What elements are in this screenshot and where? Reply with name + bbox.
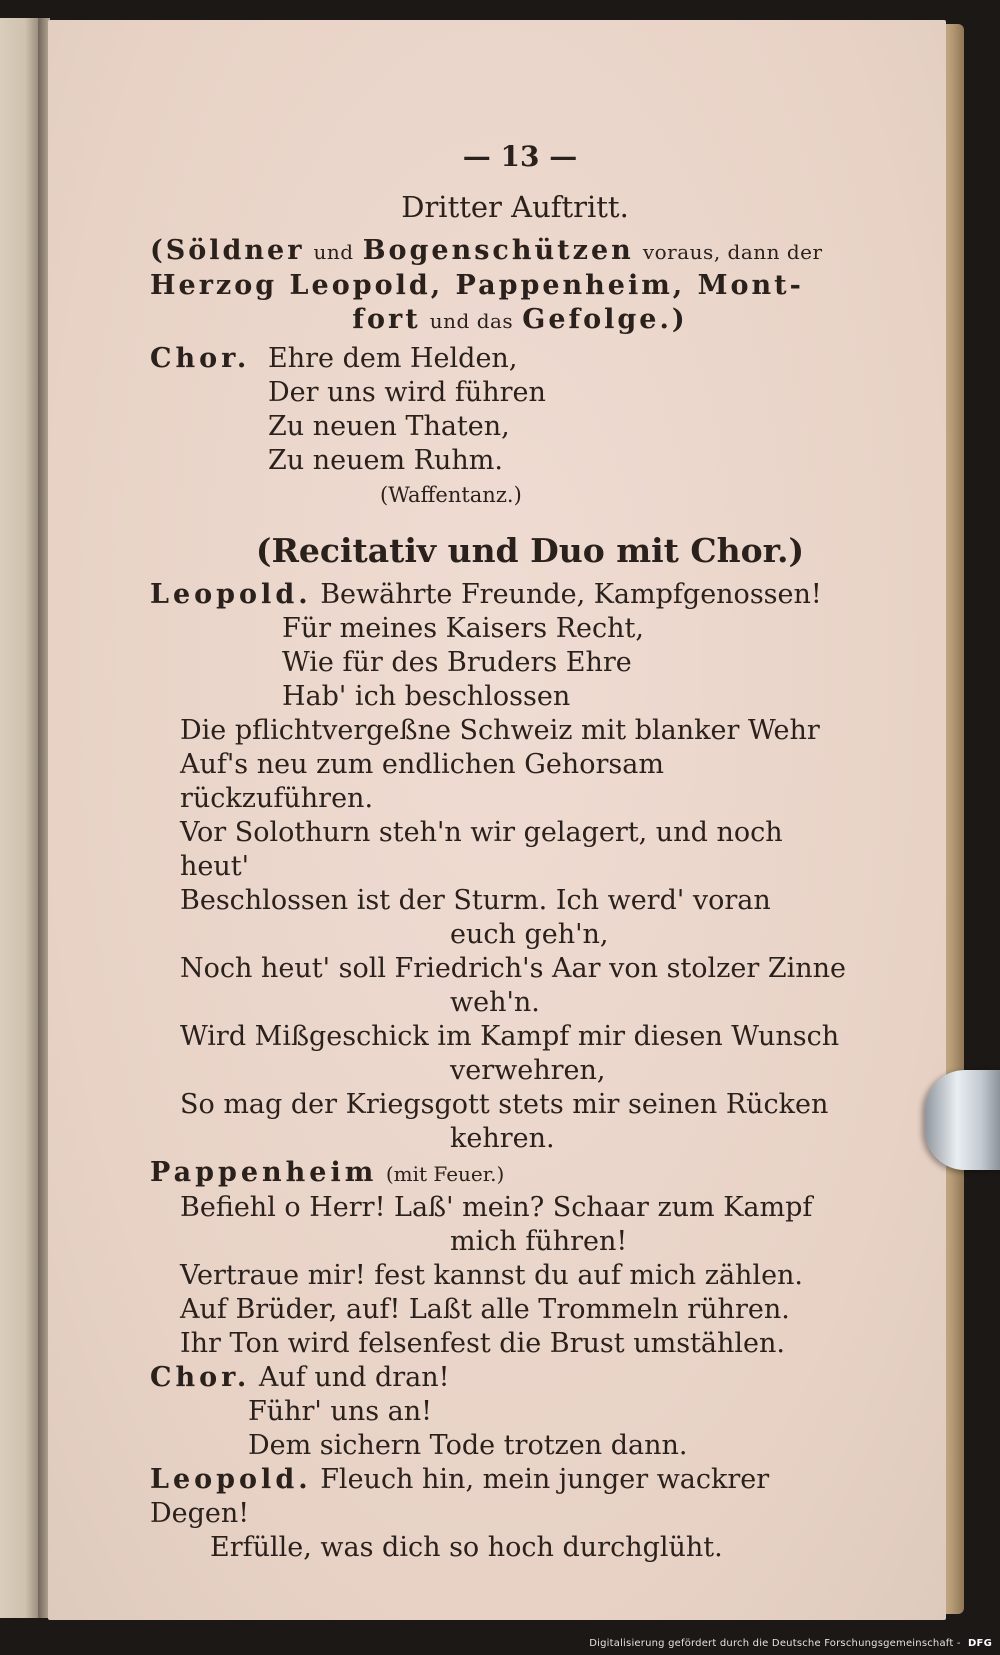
leopold-speech	[150, 1463, 850, 1565]
chor-speech	[150, 1361, 850, 1463]
verse-line: Noch heut' soll Friedrich's Aar von stolzer Zinne	[180, 953, 847, 984]
verse-line: Zu neuem Ruhm.	[268, 445, 503, 476]
verse-line: Fleuch hin, mein junger wackrer Degen!	[150, 1464, 770, 1529]
verse-line: Ehre dem Helden,	[268, 343, 518, 374]
verse-continuation: euch geh'n,	[450, 919, 609, 950]
verse-line: Vor Solothurn steh'n wir gelagert, und noch heut'	[180, 817, 783, 882]
stage-word: Gefolge.)	[522, 304, 688, 335]
stage-word: und das	[429, 309, 514, 333]
page-clip	[925, 1070, 1000, 1170]
stage-note: (Waffentanz.)	[380, 483, 522, 507]
page-text	[150, 140, 850, 1565]
stage-word: und	[313, 240, 354, 264]
verse-continuation: weh'n.	[450, 987, 540, 1018]
verse-continuation: kehren.	[450, 1123, 555, 1154]
stage-word: voraus, dann der	[642, 240, 823, 264]
left-page-edge	[0, 18, 42, 1618]
speaker-name: Chor.	[150, 1362, 251, 1393]
stage-line: Herzog Leopold, Pappenheim, Mont-	[150, 270, 804, 301]
verse-line: Beschlossen ist der Sturm. Ich werd' voran	[180, 885, 771, 916]
verse-continuation: verwehren,	[450, 1055, 606, 1086]
verse-line: Der uns wird führen	[268, 377, 546, 408]
pappenheim-speech	[150, 1156, 850, 1361]
leopold-speech	[150, 578, 850, 1156]
verse-line: Auf's neu zum endlichen Gehorsam rückzuführen.	[180, 749, 664, 814]
verse-line: Führ' uns an!	[248, 1396, 432, 1427]
dfg-logo: DFG	[968, 1638, 992, 1649]
credit-text: Digitalisierung gefördert durch die Deutsche Forschungsgemeinschaft -	[589, 1638, 961, 1649]
verse-line: Zu neuen Thaten,	[268, 411, 510, 442]
stage-word: Bogenschützen	[362, 235, 634, 266]
verse-line: Dem sichern Tode trotzen dann.	[248, 1430, 688, 1461]
verse-line: Hab' ich beschlossen	[282, 681, 571, 712]
verse-line: Bewährte Freunde, Kampfgenossen!	[320, 579, 822, 610]
verse-line: Vertraue mir! fest kannst du auf mich zählen.	[180, 1260, 804, 1291]
verse-line: Wird Mißgeschick im Kampf mir diesen Wunsch	[180, 1021, 840, 1052]
speaker-name: Leopold.	[150, 1464, 312, 1495]
verse-line: Die pflichtvergeßne Schweiz mit blanker Wehr	[180, 715, 820, 746]
section-title: (Recitativ und Duo mit Chor.)	[255, 531, 805, 570]
verse-continuation: mich führen!	[450, 1226, 628, 1257]
stage-word: fort	[352, 304, 421, 335]
stage-word: (Söldner	[150, 235, 305, 266]
chor-verse	[150, 342, 850, 478]
page-number: — 13 —	[462, 140, 578, 173]
stage-direction	[150, 234, 850, 338]
speaker-name: Chor.	[150, 343, 251, 374]
verse-line: Befiehl o Herr! Laß' mein? Schaar zum Kampf	[180, 1192, 813, 1223]
digitization-credit	[589, 1638, 992, 1649]
verse-line: Erfülle, was dich so hoch durchglüht.	[210, 1532, 723, 1563]
verse-line: Auf und dran!	[258, 1362, 450, 1393]
speaker-direction: (mit Feuer.)	[385, 1162, 505, 1186]
verse-line: Ihr Ton wird felsenfest die Brust umstählen.	[180, 1328, 785, 1359]
speaker-name: Pappenheim	[150, 1157, 378, 1188]
verse-line: Auf Brüder, auf! Laßt alle Trommeln rühren.	[180, 1294, 790, 1325]
verse-line: So mag der Kriegsgott stets mir seinen Rücken	[180, 1089, 829, 1120]
verse-line: Für meines Kaisers Recht,	[282, 613, 644, 644]
scene-heading: Dritter Auftritt.	[401, 190, 629, 224]
verse-line: Wie für des Bruders Ehre	[282, 647, 632, 678]
speaker-name: Leopold.	[150, 579, 312, 610]
